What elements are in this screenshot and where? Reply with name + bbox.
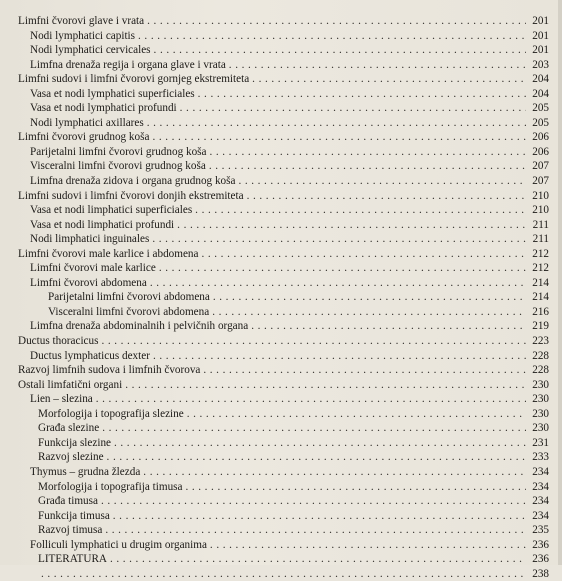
toc-entry-title: Ductus thoracicus [18, 335, 99, 348]
toc-entry [0, 290, 562, 305]
toc-entry-title: LITERATURA [38, 553, 107, 566]
toc-entry-page-number: 236 [532, 553, 549, 566]
toc-entry [0, 334, 562, 349]
toc-entry-page-number: 228 [532, 349, 549, 362]
toc-entry-title: Limfni sudovi i limfni čvorovi gornjeg ekstremiteta [18, 73, 250, 86]
dot-leader [143, 465, 526, 480]
toc-entry [0, 203, 562, 218]
toc-entry-title: Morfologija i topografija slezine [38, 407, 184, 420]
dot-leader [247, 189, 526, 204]
toc-entry-page-number: 207 [532, 160, 549, 173]
toc-entry-title: Limfna drenaža zidova i organa grudnog koša [30, 175, 236, 188]
dot-leader [203, 363, 526, 378]
toc-entry-title: Vasa et nodi lymphatici profundi [30, 102, 177, 115]
toc-entry-title: Nodi limphatici inguinales [30, 233, 150, 246]
toc-entry-title: Vasa et nodi limphatici superficiales [30, 204, 193, 217]
toc-entry [0, 407, 562, 422]
toc-entry-title: Ductus lymphaticus dexter [30, 349, 150, 362]
dot-leader [180, 101, 526, 116]
toc-entry-title: Parijetalni limfni čvorovi abdomena [48, 291, 210, 304]
dot-leader [210, 538, 526, 553]
toc-entry [0, 29, 562, 44]
dot-leader [185, 480, 526, 495]
toc-entry-title: Limfna drenaža regija i organa glave i vrata [30, 58, 226, 71]
toc-entry-page-number: 228 [532, 364, 549, 377]
toc-entry-page-number: 214 [532, 276, 549, 289]
toc-entry [0, 145, 562, 160]
dot-leader [212, 305, 526, 320]
dot-leader [198, 87, 526, 102]
toc-entry [0, 319, 562, 334]
toc-entry-title: Visceralni limfni čvorovi abdomena [48, 305, 210, 318]
toc-entry [0, 538, 562, 553]
toc-entry [0, 363, 562, 378]
toc-entry-title: Lien – slezina [30, 393, 93, 406]
toc-entry [0, 43, 562, 58]
toc-entry-page-number: 235 [532, 524, 549, 537]
dot-leader [251, 319, 526, 334]
toc-entry-title: Vasa et nodi limphatici profundi [30, 218, 175, 231]
dot-leader [152, 130, 526, 145]
toc-entry-title: Građa timusa [38, 495, 98, 508]
dot-leader [152, 232, 526, 247]
dot-leader [209, 145, 526, 160]
toc-entry [0, 436, 562, 451]
toc-entry [0, 378, 562, 393]
toc-entry [0, 392, 562, 407]
toc-entry-title: Vasa et nodi lymphatici superficiales [30, 87, 195, 100]
toc-entry-page-number: 212 [532, 247, 549, 260]
toc-entry-page-number: 201 [532, 15, 549, 27]
dot-leader [101, 494, 526, 509]
page-edge-shadow [558, 0, 562, 565]
dot-leader [102, 421, 526, 436]
dot-leader [150, 276, 526, 291]
toc-entry [0, 159, 562, 174]
toc-entry-title: Parijetalni limfni čvorovi grudnog koša [30, 145, 207, 158]
toc-entry [0, 87, 562, 102]
toc-entry-title: Nodi lymphatici axillares [30, 116, 144, 129]
toc-entry-page-number: 206 [532, 145, 549, 158]
toc-entry-title: Folliculi lymphatici u drugim organima [30, 538, 207, 551]
toc-entry-page-number: 238 [532, 567, 549, 580]
toc-entry [0, 58, 562, 73]
dot-leader [96, 392, 526, 407]
toc-entry [0, 218, 562, 233]
toc-entry-title: Funkcija timusa [38, 509, 110, 522]
toc-entry-page-number: 203 [532, 58, 549, 71]
dot-leader [159, 261, 526, 276]
toc-entry-page-number: 230 [532, 393, 549, 406]
toc-entry [0, 421, 562, 436]
toc-entry [0, 450, 562, 465]
dot-leader [177, 218, 526, 233]
toc-entry-page-number: 230 [532, 407, 549, 420]
toc-entry-title: Limfni čvorovi male karlice [30, 262, 156, 275]
toc-entry-page-number: 236 [532, 538, 549, 551]
dot-leader [209, 159, 526, 174]
dot-leader [105, 523, 526, 538]
dot-leader [229, 58, 526, 73]
toc-entry-page-number: 210 [532, 204, 549, 217]
dot-leader [41, 567, 526, 581]
dot-leader [101, 334, 526, 349]
toc-entry-title: Razvoj limfnih sudova i limfnih čvorova [18, 364, 201, 377]
toc-entry-title: Limfni čvorovi grudnog koša [18, 131, 150, 144]
toc-entry-page-number: 205 [532, 102, 549, 115]
toc-entry [0, 567, 562, 581]
toc-entry [0, 494, 562, 509]
toc-entry [0, 509, 562, 524]
dot-leader [238, 174, 526, 189]
toc-entry-title: Ostali limfatični organi [18, 378, 123, 391]
toc-entry-title: Razvoj timusa [38, 524, 103, 537]
dot-leader [107, 450, 526, 465]
toc-entry-title: Limfni čvorovi abdomena [30, 276, 147, 289]
toc-entry-page-number: 233 [532, 451, 549, 464]
toc-entry [0, 305, 562, 320]
toc-entry-page-number: 223 [532, 335, 549, 348]
toc-entry [0, 130, 562, 145]
toc-entry-title: Nodi lymphatici capitis [30, 29, 136, 42]
toc-entry [0, 349, 562, 364]
dot-leader [213, 290, 526, 305]
toc-entry-page-number: 211 [532, 218, 549, 231]
dot-leader [147, 14, 526, 29]
toc-entry-page-number: 204 [532, 73, 549, 86]
toc-entry-title: Visceralni limfni čvorovi grudnog koša [30, 160, 206, 173]
toc-entry-page-number: 214 [532, 291, 549, 304]
toc-entry [0, 232, 562, 247]
toc-entry [0, 247, 562, 262]
dot-leader [125, 378, 526, 393]
dot-leader [153, 349, 526, 364]
toc-entry-title: Limfna drenaža abdominalnih i pelvičnih organa [30, 320, 249, 333]
toc-entry-title: Thymus – grudna žlezda [30, 465, 141, 478]
toc-entry-page-number: 234 [532, 509, 549, 522]
toc-entry [0, 14, 562, 29]
toc-entry [0, 465, 562, 480]
dot-leader [114, 436, 526, 451]
toc-entry-page-number: 234 [532, 495, 549, 508]
toc-entry [0, 261, 562, 276]
toc-entry-page-number: 234 [532, 465, 549, 478]
toc-entry-page-number: 230 [532, 378, 549, 391]
toc-entry-title: Morfologija i topografija timusa [38, 480, 183, 493]
dot-leader [113, 509, 526, 524]
toc-entry-page-number: 205 [532, 116, 549, 129]
toc-entry-page-number: 216 [532, 305, 549, 318]
dot-leader [252, 72, 526, 87]
toc-entry-title: Limfni čvorovi male karlice i abdomena [18, 247, 199, 260]
toc-entry-page-number: 231 [532, 436, 549, 449]
toc-entry-page-number: 210 [532, 189, 549, 202]
dot-leader [154, 43, 526, 58]
dot-leader [195, 203, 526, 218]
toc-entry [0, 480, 562, 495]
toc-entry-title: Limfni čvorovi glave i vrata [18, 15, 145, 27]
dot-leader [138, 29, 526, 44]
toc-entry [0, 116, 562, 131]
toc-entry-page-number: 204 [532, 87, 549, 100]
toc-entry-title: Građa slezine [38, 422, 100, 435]
toc-entry-page-number: 201 [532, 29, 549, 42]
toc-entry [0, 276, 562, 291]
toc-entry [0, 72, 562, 87]
toc-entry [0, 523, 562, 538]
toc-entry-page-number: 212 [532, 262, 549, 275]
toc-entry [0, 101, 562, 116]
toc-entry-title: Funkcija slezine [38, 436, 112, 449]
toc-entry-page-number: 234 [532, 480, 549, 493]
toc-entry-title: Limfni sudovi i limfni čvorovi donjih ekstremiteta [18, 189, 244, 202]
toc-entry-page-number: 211 [532, 233, 549, 246]
toc-entry-page-number: 206 [532, 131, 549, 144]
toc-entry [0, 189, 562, 204]
toc-entry-page-number: 219 [532, 320, 549, 333]
toc-entry-title: Razvoj slezine [38, 451, 104, 464]
table-of-contents [0, 14, 562, 581]
dot-leader [202, 247, 527, 262]
toc-entry-page-number: 230 [532, 422, 549, 435]
toc-entry-title: Nodi lymphatici cervicales [30, 44, 151, 57]
toc-entry-page-number: 201 [532, 44, 549, 57]
toc-entry [0, 174, 562, 189]
toc-entry-page-number: 207 [532, 175, 549, 188]
dot-leader [187, 407, 526, 422]
dot-leader [147, 116, 526, 131]
